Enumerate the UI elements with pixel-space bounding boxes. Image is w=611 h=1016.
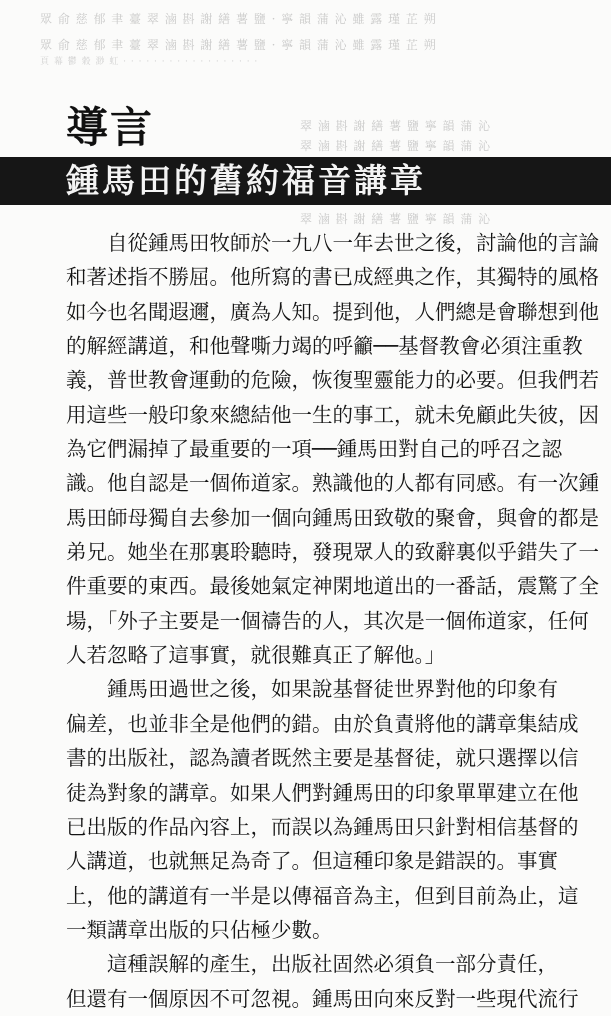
- text-line: 自從鍾馬田牧師於一九八一年去世之後，討論他的言論: [107, 231, 599, 255]
- text-line: 用這些一般印象來總結他一生的事工，就未免顧此失彼，因: [66, 402, 599, 427]
- text-line: 人講道，也就無足為奇了。但這種印象是錯誤的。事實: [66, 849, 558, 874]
- bleed-through-text: 眾 俞 慈 郁 聿 薹 翠 滷 斟 謝 繕 薯 鹽 · 寧 韻 蒲 沁 雖 露 瑾 芷 朔: [40, 12, 437, 26]
- text-line: 鍾馬田過世之後，如果說基督徒世界對他的印象有: [107, 677, 558, 702]
- bleed-through-text: 眾 俞 慈 郁 聿 薹 翠 滷 斟 謝 繕 薯 鹽 · 寧 韻 蒲 沁 雖 露 瑾 芷 朔: [40, 38, 437, 52]
- text-line: 和著述指不勝屈。他所寫的書已成經典之作，其獨特的風格: [66, 265, 599, 290]
- text-line: 場，「外子主要是一個禱告的人，其次是一個佈道家，任何: [66, 608, 589, 633]
- text-line: 件重要的東西。最後她氣定神閑地道出的一番話，震驚了全: [66, 574, 599, 599]
- bleed-through-text: 翠 滷 斟 謝 繕 薯 鹽 寧 韻 蒲 沁: [300, 119, 492, 133]
- text-line: 偏差，也並非全是他們的錯。由於負責將他的講章集結成: [66, 711, 579, 736]
- text-line: 已出版的作品內容上，而誤以為鍾馬田只針對相信基督的: [66, 814, 579, 839]
- text-line: 上，他的講道有一半是以傳福音為主，但到目前為止，這: [66, 883, 579, 908]
- text-line: 這種誤解的產生，出版社固然必須負一部分責任，: [107, 952, 558, 977]
- chapter-title: 導言: [66, 103, 155, 152]
- text-line: 書的出版社，認為讀者既然主要是基督徒，就只選擇以信: [66, 746, 579, 771]
- chapter-subtitle-bar: [0, 157, 611, 205]
- text-line: 但還有一個原因不可忽視。鍾馬田向來反對一些現代流行: [66, 986, 579, 1011]
- body-text: [66, 226, 599, 1016]
- text-line: 一類講章出版的只佔極少數。: [66, 917, 333, 942]
- text-line: 識。他自認是一個佈道家。熟識他的人都有同感。有一次鍾: [66, 471, 599, 496]
- text-line: 馬田師母獨自去參加一個向鍾馬田致敬的聚會，與會的都是: [66, 505, 599, 530]
- bleed-through-text: 翠 滷 斟 謝 繕 薯 鹽 寧 韻 蒲 沁: [300, 212, 492, 226]
- text-line: 如今也名聞遐邇，廣為人知。提到他，人們總是會聯想到他: [66, 299, 599, 324]
- text-line: 徒為對象的講章。如果人們對鍾馬田的印象單單建立在他: [66, 780, 579, 805]
- bleed-through-text: 翠 滷 斟 謝 繕 薯 鹽 寧 韻 蒲 沁: [300, 139, 492, 153]
- bleed-through-text: 頁 幕 鬱 穀 渺 虹 · · · · · · · · · · · · · · · · · ·: [40, 57, 259, 67]
- chapter-subtitle: 鍾馬田的舊約福音講章: [66, 161, 426, 200]
- text-line: 人若忽略了這事實，就很難真正了解他。」: [66, 643, 446, 668]
- text-line: 義，普世教會運動的危險，恢復聖靈能力的必要。但我們若: [66, 368, 599, 393]
- text-line: 的解經講道，和他聲嘶力竭的呼籲──基督教會必須注重教: [66, 334, 583, 359]
- text-line: 弟兄。她坐在那裏聆聽時，發現眾人的致辭裏似乎錯失了一: [66, 540, 599, 565]
- text-line: 為它們漏掉了最重要的一項──鍾馬田對自己的呼召之認: [66, 437, 563, 462]
